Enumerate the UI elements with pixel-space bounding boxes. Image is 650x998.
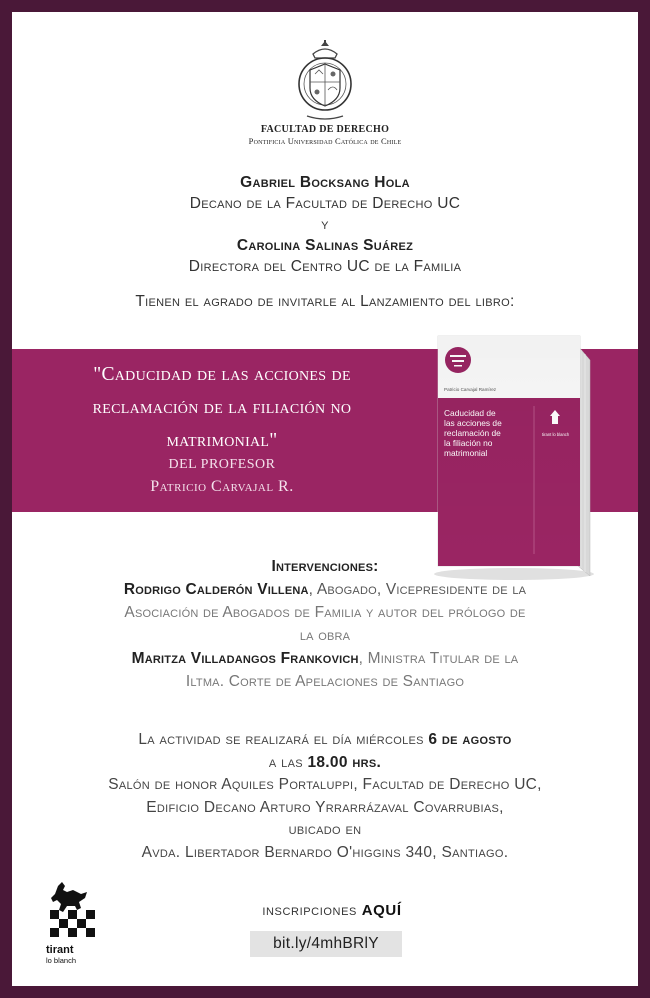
activity-date: 6 de agosto	[428, 731, 512, 748]
book-title-line-2: reclamación de la filiación no	[92, 397, 352, 418]
cover-title-line: matrimonial	[444, 448, 488, 458]
activity-date-prefix: La actividad se realizará el día miércoles	[138, 731, 429, 748]
book-author	[32, 454, 412, 498]
university-seal-logo	[295, 40, 355, 122]
activity-building: Edificio Decano Arturo Yrrarrázaval Covarrubias,	[146, 798, 504, 816]
activity-venue: Salón de honor Aquiles Portaluppi, Facultad de Derecho UC,	[108, 776, 542, 793]
host-name-2: Carolina Salinas Suárez	[236, 237, 414, 254]
university-name: Pontificia Universidad Católica de Chile	[248, 136, 402, 146]
interventions-heading: Intervenciones:	[271, 558, 379, 575]
activity-time-prefix: a las	[268, 753, 308, 771]
host-conjunction: y	[321, 216, 329, 233]
host-name-1: Gabriel Bocksang Hola	[240, 174, 410, 191]
speaker-2-name: Maritza Villadangos Frankovich	[131, 650, 359, 667]
author-name: Patricio Carvajal R.	[150, 478, 294, 495]
host-role-1: Decano de la Facultad de Derecho UC	[189, 195, 461, 212]
speaker-1-desc: , Abogado, Vicepresidente de la	[308, 581, 527, 598]
faculty-header	[12, 124, 638, 146]
activity-time: 18.00 hrs.	[307, 753, 382, 771]
book-title-line-1: "Caducidad de las acciones de	[93, 364, 351, 385]
activity-address: Avda. Libertador Bernardo O'higgins 340, Santiago.	[141, 843, 509, 861]
registration-label	[232, 902, 432, 919]
book-title-line-3: matrimonial"	[166, 430, 278, 451]
cover-title-line: las acciones de	[444, 418, 502, 428]
publisher-name: tirant	[46, 944, 74, 956]
speaker-1-desc-line-2: Asociación de Abogados de Familia y autor del prólogo de	[124, 604, 526, 621]
host-role-2: Directora del Centro UC de la Familia	[188, 258, 462, 275]
invitation-card	[12, 12, 638, 986]
invitation-text: Tienen el agrado de invitarle al Lanzamiento del libro:	[135, 293, 515, 310]
cover-author: Patricio Carvajal Ramírez	[444, 387, 497, 392]
speaker-2-desc-line-2: Iltma. Corte de Apelaciones de Santiago	[185, 673, 465, 690]
tirant-lo-blanch-logo	[44, 880, 100, 970]
activity-located: ubicado en	[288, 821, 362, 838]
speaker-1-desc-line-3: la obra	[299, 627, 351, 644]
interventions-block	[12, 555, 638, 693]
cover-publisher: tirant lo blanch	[542, 432, 570, 437]
speaker-1-name: Rodrigo Calderón Villena	[123, 581, 309, 598]
cover-title-line: Caducidad de	[444, 408, 496, 418]
author-prefix: DEL PROFESOR	[168, 457, 276, 472]
book-title	[32, 358, 412, 457]
book-cover-image	[424, 330, 600, 582]
faculty-name: FACULTAD DE DERECHO	[260, 124, 390, 135]
publisher-subname: lo blanch	[46, 956, 77, 965]
cover-title-line: la filiación no	[444, 438, 493, 448]
registration-here: AQUÍ	[361, 902, 402, 919]
hosts-block	[12, 172, 638, 312]
registration-prefix: inscripciones	[262, 902, 362, 919]
registration-link[interactable]: bit.ly/4mhBRlY	[250, 931, 402, 957]
cover-title-line: reclamación de	[444, 428, 501, 438]
speaker-2-desc: , Ministra Titular de la	[358, 650, 519, 667]
activity-details	[12, 729, 638, 864]
